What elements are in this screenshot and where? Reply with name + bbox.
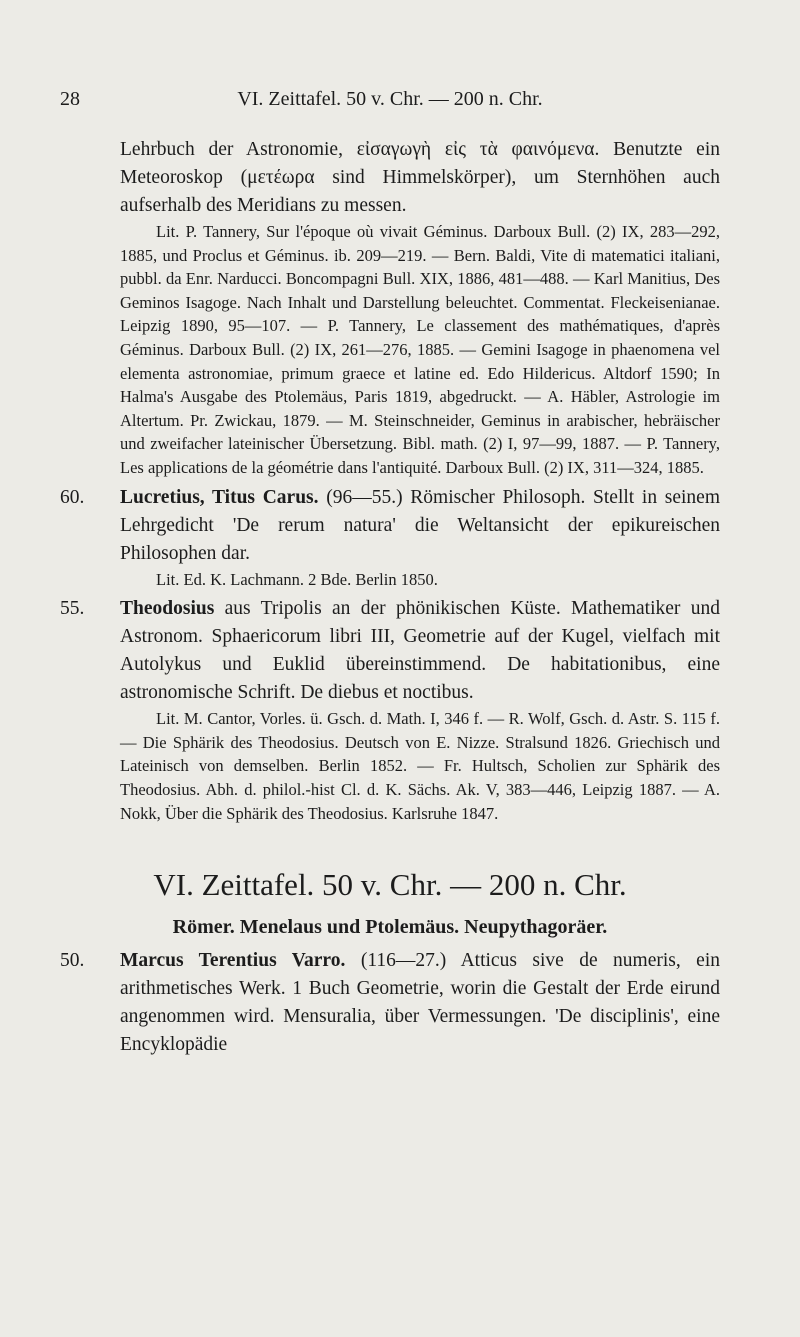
entry-literature: Lit. Ed. K. Lachmann. 2 Bde. Berlin 1850. bbox=[156, 569, 438, 589]
entry-literature: Lit. M. Cantor, Vorles. ü. Gsch. d. Math. I, 346 f. — R. Wolf, Gsch. d. Astr. S. 115 f. — Die Sphärik des Theodosius. Deutsch von E. Nizze. Stralsund 1826. Griechisch und Lateinisch von demselben. Berlin 1852. — Fr. Hultsch, Scholien zur Sphärik des Theodosius. Abh. d. philol.-hist Cl. d. K. Sächs. Ak. V, 383—446, Leipzig 1887. — A. Nokk, Über die Sphärik des Theodosius. Karlsruhe 1847. bbox=[120, 709, 720, 823]
entry-text bbox=[120, 947, 720, 1059]
geminus-text: Lehrbuch der Astronomie, εἰσαγωγὴ εἰς τὰ φαινόμενα. Benutzte ein Meteoroskop (μετέωρα sind Himmelskörper), um Sternhöhen auch aufserhalb des Meridians zu messen. bbox=[120, 139, 720, 216]
entry-theodosius bbox=[60, 595, 720, 825]
page-header bbox=[60, 88, 720, 114]
section-subtitle: Römer. Menelaus und Ptolemäus. Neupythagoräer. bbox=[172, 916, 608, 939]
entry-title: Marcus Terentius Varro. bbox=[120, 950, 346, 972]
page-content bbox=[60, 136, 720, 1059]
running-head: VI. Zeittafel. 50 v. Chr. — 200 n. Chr. bbox=[237, 88, 543, 110]
page-number: 28 bbox=[60, 88, 80, 110]
entry-varro bbox=[60, 947, 720, 1059]
geminus-continuation bbox=[120, 136, 720, 480]
entry-year: 60. bbox=[60, 486, 85, 508]
entry-title: Theodosius bbox=[120, 598, 215, 620]
geminus-literature: Lit. P. Tannery, Sur l'époque où vivait Géminus. Darboux Bull. (2) IX, 283—292, 1885, und Proclus et Géminus. ib. 209—219. — Bern. Baldi, Vite di matematici italiani, pubbl. da Enr. Narducci. Boncompagni Bull. XIX, 1886, 481—488. — Karl Manitius, Des Geminos Isagoge. Nach Inhalt und Darstellung beleuchtet. Commentat. Fleckeisenianae. Leipzig 1890, 95—107. — P. Tannery, Le classement des mathématiques, d'après Géminus. Darboux Bull. (2) IX, 261—276, 1885. — Gemini Isagoge in phaenomena vel elementa astronomiae, primum graece et latine ed. Edo Hildericus. Altdorf 1590; In Halma's Ausgabe des Ptolemäus, Paris 1819, abgedruckt. — A. Häbler, Astrologie im Altertum. Pr. Zwickau, 1879. — M. Steinschneider, Geminus in arabischer, hebräischer und zweifacher lateinischer Übersetzung. Bibl. math. (2) I, 97—99, 1887. — P. Tannery, Les applications de la géométrie dans l'antiquité. Darboux Bull. (2) IX, 311—324, 1885. bbox=[120, 222, 720, 477]
entry-body: aus Tripolis an der phönikischen Küste. Mathematiker und Astronom. Sphaericorum libri III, Geometrie auf der Kugel, vielfach mit Autolykus und Euklid übereinstimmend. De habitationibus, eine astronomische Schrift. De diebus et noctibus. bbox=[120, 598, 721, 704]
entry-text bbox=[120, 484, 720, 568]
entry-lucretius bbox=[60, 484, 720, 592]
entry-body: (116—27.) Atticus sive de numeris, ein arithmetisches Werk. 1 Buch Geometrie, worin die Gestalt der Erde eirund angenommen wird. Mensuralia, über Vermessungen. 'De disciplinis', eine Encyklopädie bbox=[120, 950, 721, 1056]
entry-body: (96—55.) Römischer Philosoph. Stellt in seinem Lehrgedicht 'De rerum natura' die Weltansicht der epikureischen Philosophen dar. bbox=[120, 486, 720, 564]
entry-year: 55. bbox=[60, 598, 85, 620]
entry-title: Lucretius, Titus Carus. bbox=[120, 486, 319, 508]
entry-text bbox=[120, 595, 720, 707]
entry-year: 50. bbox=[60, 950, 85, 972]
section-title: VI. Zeittafel. 50 v. Chr. — 200 n. Chr. bbox=[153, 867, 627, 903]
